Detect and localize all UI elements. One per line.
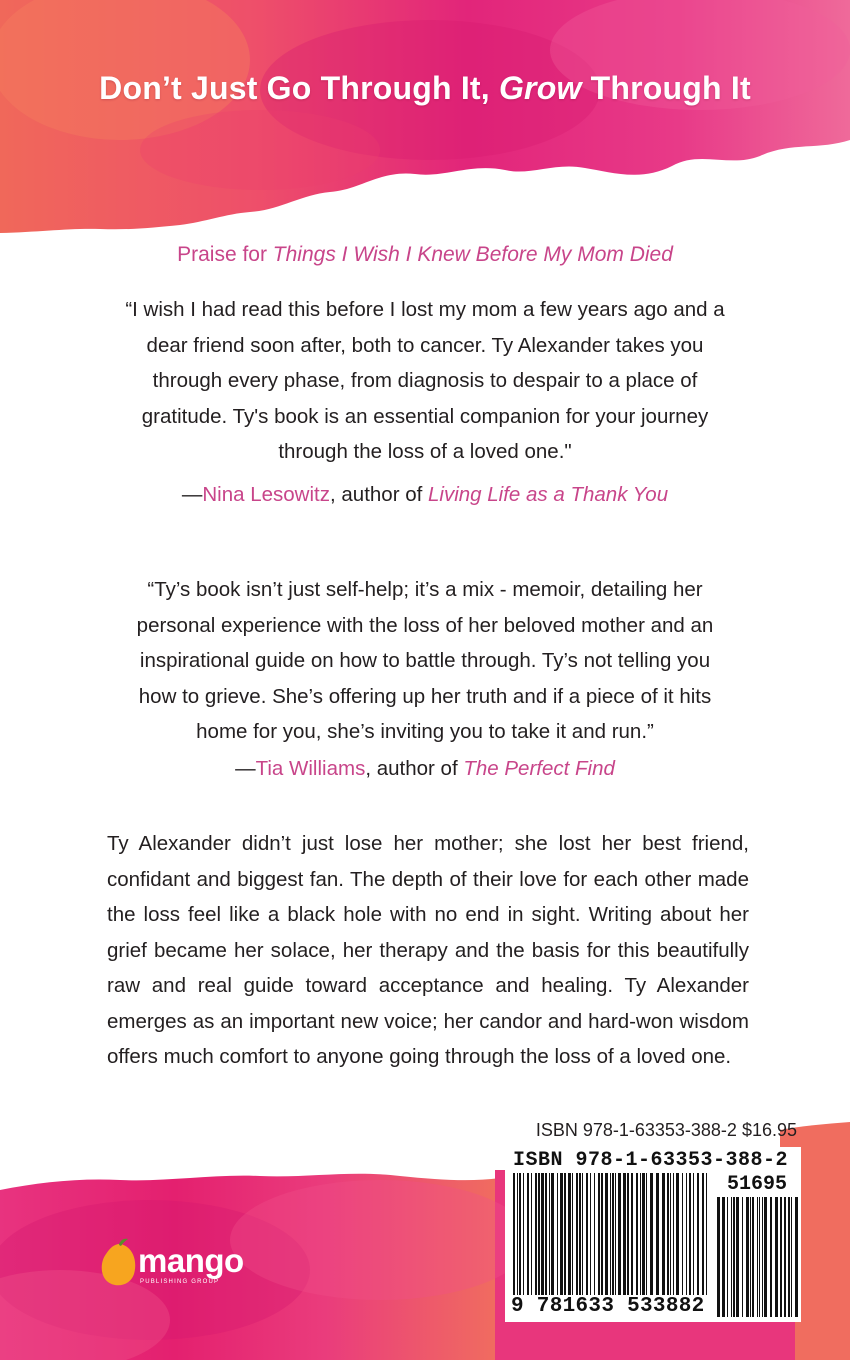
praise-prefix: Praise for [177, 243, 273, 266]
barcode-bar [673, 1173, 674, 1298]
barcode-bar [615, 1173, 616, 1298]
quote-2-attribution [0, 757, 850, 781]
barcode-bar [598, 1173, 600, 1298]
barcode-bar [795, 1197, 798, 1317]
barcode-bar [717, 1197, 720, 1317]
barcode-bar [676, 1173, 679, 1298]
barcode-bar [697, 1173, 699, 1298]
headline-part1: Don’t Just Go Through It, [99, 70, 499, 106]
barcode-bar [560, 1173, 563, 1298]
barcode-bar [791, 1197, 792, 1317]
barcode-bar [519, 1173, 521, 1298]
barcode-bar [538, 1173, 540, 1298]
barcode-bar [618, 1173, 621, 1298]
barcode-bar [631, 1173, 633, 1298]
barcode-bar [722, 1197, 725, 1317]
barcode-bar [557, 1173, 558, 1298]
quote-2-author-of: , author of [365, 757, 464, 780]
barcode-bar [586, 1173, 588, 1298]
mango-fruit-icon [98, 1238, 140, 1290]
barcode-bar [731, 1197, 732, 1317]
barcode-bar [564, 1173, 566, 1298]
barcode-bar [746, 1197, 749, 1317]
barcode-bar [601, 1173, 603, 1298]
barcode-bar [733, 1197, 735, 1317]
quote-2-author: Tia Williams [255, 757, 366, 780]
quote-1-line: dear friend soon after, both to cancer. Ty Alexander takes you [146, 333, 704, 357]
top-watercolor-art [0, 0, 850, 235]
barcode-digits: 9 781633 533882 [511, 1295, 711, 1318]
barcode-bar [750, 1197, 751, 1317]
quote-2-dash: — [235, 757, 256, 780]
barcode-bar [702, 1173, 704, 1298]
barcode-bar [545, 1173, 547, 1298]
top-watercolor-banner [0, 0, 850, 235]
headline-part2: Through It [581, 70, 751, 106]
barcode-bar [535, 1173, 537, 1298]
barcode-bar [662, 1173, 665, 1298]
headline [0, 70, 850, 107]
quote-1-work: Living Life as a Thank You [428, 483, 669, 506]
barcode-bar [590, 1173, 591, 1298]
praise-book-title: Things I Wish I Knew Before My Mom Died [272, 243, 673, 266]
barcode-bar [770, 1197, 772, 1317]
barcode-bar [523, 1173, 524, 1298]
quote-1-line: “I wish I had read this before I lost my mom a few years ago and a [125, 298, 725, 321]
barcode-bar [640, 1173, 641, 1298]
barcode-bar [670, 1173, 671, 1298]
barcode-isbn-label: ISBN 978-1-63353-388-2 [513, 1149, 789, 1172]
barcode-bar [605, 1173, 608, 1298]
barcode-bar [623, 1173, 626, 1298]
barcode-bar [667, 1173, 669, 1298]
barcode-bar [531, 1173, 532, 1298]
quote-2-line: inspirational guide on how to battle through. Ty’s not telling you [139, 649, 711, 672]
barcode-bar [572, 1173, 573, 1298]
barcode-bar [686, 1173, 687, 1298]
barcode-bar [650, 1173, 653, 1298]
barcode-bar [736, 1197, 739, 1317]
quote-1-author-of: , author of [330, 483, 429, 506]
praise-heading [0, 243, 850, 267]
quote-1-line: through the loss of a loved one." [278, 440, 572, 463]
publisher-name: mango [138, 1242, 244, 1279]
quote-2-line: how to grieve. She’s offering up her truth and if a piece of it hits [138, 684, 712, 708]
quote-2 [100, 572, 750, 750]
barcode-bar [656, 1173, 659, 1298]
barcode-bar [775, 1197, 778, 1317]
quote-1-attribution [0, 483, 850, 507]
barcode-bar [646, 1173, 647, 1298]
barcode-bar [693, 1173, 694, 1298]
barcode-bar [757, 1197, 758, 1317]
barcode-bar [612, 1173, 614, 1298]
barcode-bar [582, 1173, 583, 1298]
barcode-addon-number: 51695 [726, 1173, 787, 1196]
barcode-bar [642, 1173, 645, 1298]
barcode-bar [549, 1173, 550, 1298]
barcode-bar [752, 1197, 754, 1317]
quote-1-author: Nina Lesowitz [202, 483, 330, 506]
quote-2-line: “Ty’s book isn’t just self-help; it’s a mix - memoir, detailing her [147, 578, 703, 601]
barcode-bar [513, 1173, 515, 1298]
publisher-subtitle: PUBLISHING GROUP [140, 1279, 220, 1285]
barcode-bar [579, 1173, 581, 1298]
quote-2-work: The Perfect Find [463, 757, 615, 780]
barcode-bar [568, 1173, 571, 1298]
barcode-bar [594, 1173, 595, 1298]
quote-1-line: gratitude. Ty's book is an essential companion for your journey [141, 404, 709, 428]
barcode-bar [541, 1173, 544, 1298]
barcode-bar [576, 1173, 578, 1298]
barcode-bar [527, 1173, 529, 1298]
quote-1-dash: — [181, 483, 203, 506]
barcode-bar [551, 1173, 554, 1298]
barcode-bar [636, 1173, 638, 1298]
barcode-bar [780, 1197, 782, 1317]
barcode-bar [762, 1197, 763, 1317]
barcode-bar [682, 1173, 683, 1298]
barcode-bar [610, 1173, 611, 1298]
barcode-bar [788, 1197, 790, 1317]
quote-1 [100, 292, 750, 470]
publisher-logo [98, 1236, 268, 1292]
barcode-bar [727, 1197, 728, 1317]
quote-2-line: home for you, she’s inviting you to take it and run.” [196, 720, 654, 743]
quote-1-line: through every phase, from diagnosis to despair to a place of [152, 369, 698, 392]
barcode-bar [517, 1173, 518, 1298]
barcode-bar [627, 1173, 629, 1298]
quote-2-line: personal experience with the loss of her beloved mother and an [136, 613, 714, 637]
barcode-bar [784, 1197, 786, 1317]
barcode [505, 1147, 801, 1322]
barcode-bar [764, 1197, 767, 1317]
barcode-bar [742, 1197, 743, 1317]
headline-emphasis: Grow [498, 70, 582, 106]
book-description: Ty Alexander didn’t just lose her mother; she lost her best friend, confidant and biggest fan. The depth of their love for each other made the loss feel like a black hole with no end in sight. Writing about her grief became her solace, her therapy and the basis for this beautifully raw and real guide toward acceptance and healing. Ty Alexander emerges as an important new voice; her candor and hard-won wisdom offers much comfort to anyone going through the loss of a loved one. [107, 832, 749, 1068]
barcode-bar [759, 1197, 760, 1317]
barcode-bar [689, 1173, 691, 1298]
barcode-bar [706, 1173, 707, 1298]
isbn-price-line: ISBN 978-1-63353-388-2 $16.95 [535, 1120, 797, 1140]
